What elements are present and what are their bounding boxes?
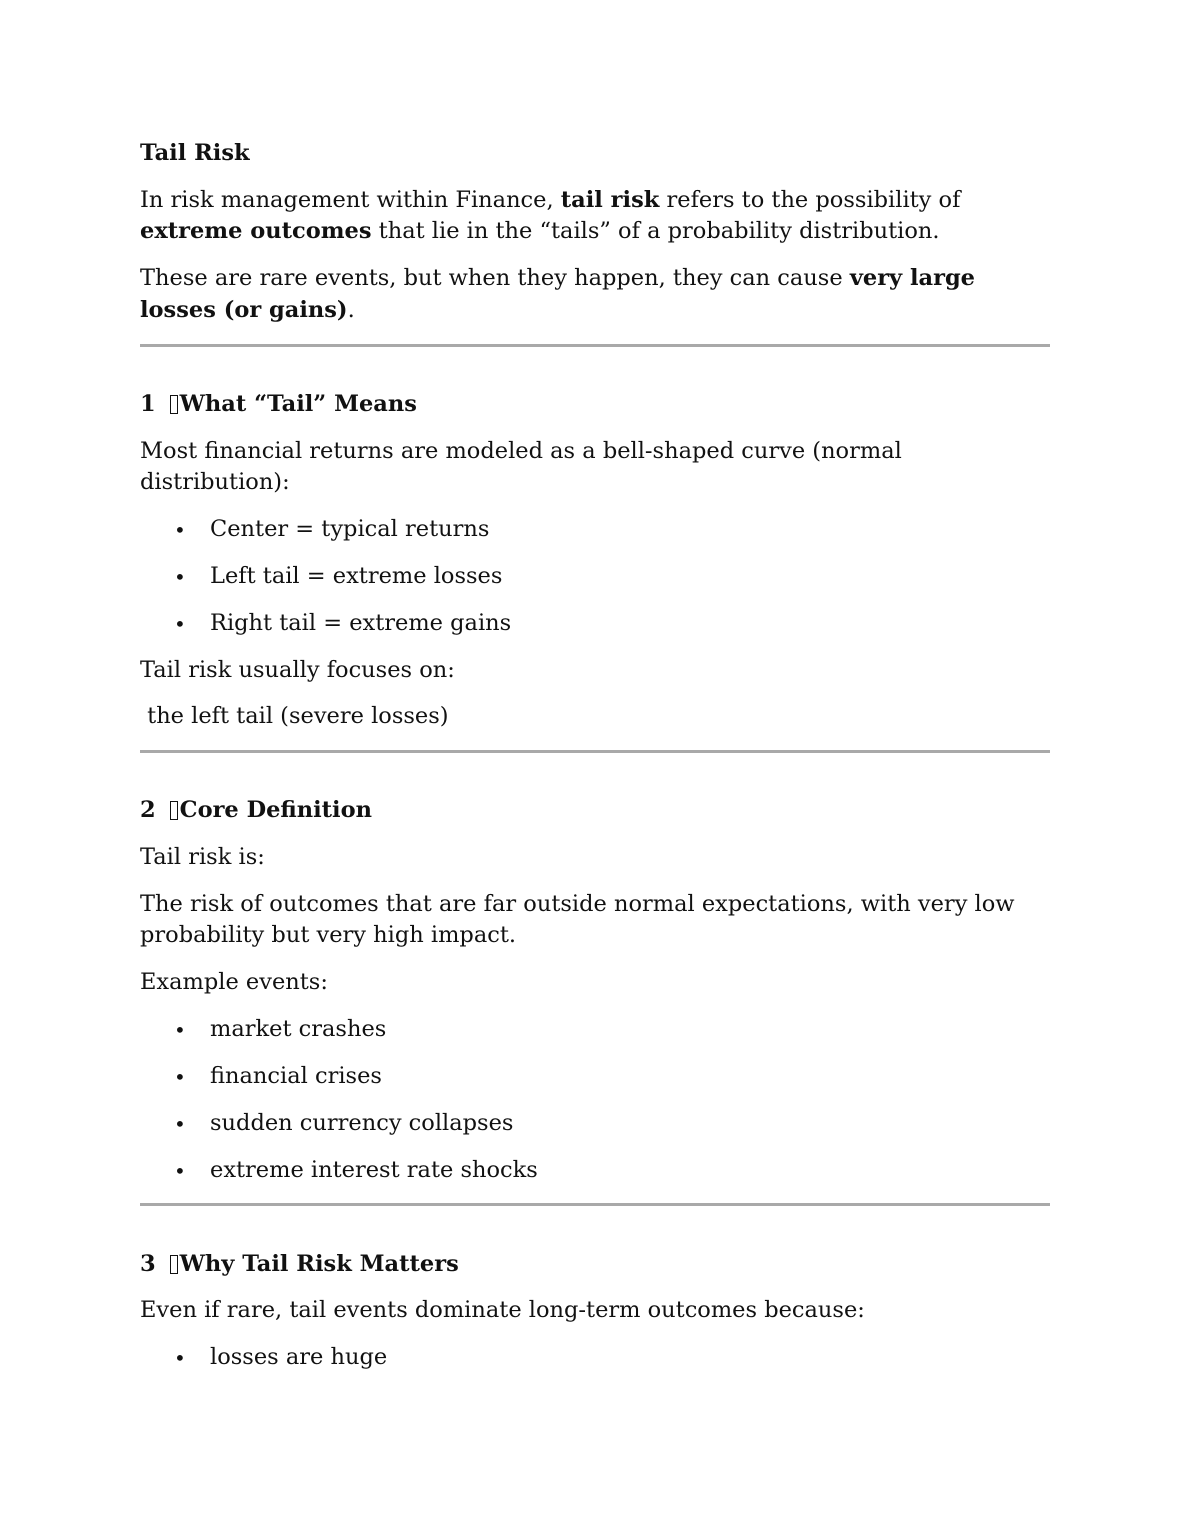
paragraph-line: Tail risk usually focuses on: — [140, 657, 455, 683]
list-item: Center = typical returns — [210, 516, 490, 542]
paragraph-line: distribution): — [140, 469, 290, 495]
paragraph-line: Example events: — [140, 969, 328, 995]
bullet-icon: • — [174, 612, 186, 636]
list-item: extreme interest rate shocks — [210, 1157, 538, 1183]
bold-term: losses (or gains) — [140, 297, 348, 323]
intro-paragraph-line — [140, 216, 940, 247]
section-heading — [140, 1249, 459, 1280]
intro-paragraph-line — [140, 185, 960, 216]
intro-paragraph-line — [140, 263, 975, 294]
text-run: that lie in the “tails” of a probability distribution. — [371, 218, 940, 244]
bullet-icon: • — [174, 1346, 186, 1370]
list-item: financial crises — [210, 1063, 382, 1089]
section-number: 3 — [140, 1251, 156, 1277]
horizontal-rule — [140, 750, 1050, 753]
bold-term: very large — [849, 265, 975, 291]
section-heading — [140, 795, 372, 826]
paragraph-line: Tail risk is: — [140, 844, 265, 870]
section-title: Core Definition — [179, 797, 372, 823]
section-number: 2 — [140, 797, 156, 823]
bullet-icon: • — [174, 565, 186, 589]
missing-glyph-icon — [170, 395, 178, 414]
text-run: refers to the possibility of — [659, 187, 961, 213]
paragraph-line: The risk of outcomes that are far outside normal expectations, with very low — [140, 891, 1015, 917]
text-run: . — [347, 297, 355, 323]
bullet-icon: • — [174, 1065, 186, 1089]
paragraph-line: Even if rare, tail events dominate long-term outcomes because: — [140, 1297, 865, 1323]
section-heading — [140, 389, 417, 420]
bullet-icon: • — [174, 1112, 186, 1136]
text-run: These are rare events, but when they happen, they can cause — [140, 265, 850, 291]
paragraph-line: probability but very high impact. — [140, 922, 517, 948]
section-title: Why Tail Risk Matters — [179, 1251, 459, 1277]
list-item: losses are huge — [210, 1344, 388, 1370]
list-item: Right tail = extreme gains — [210, 610, 512, 636]
paragraph-line: the left tail (severe losses) — [140, 703, 449, 729]
section-title: What “Tail” Means — [179, 391, 417, 417]
bold-term: extreme outcomes — [140, 218, 372, 244]
missing-glyph-icon — [170, 1255, 178, 1274]
list-item: Left tail = extreme losses — [210, 563, 503, 589]
bullet-icon: • — [174, 1159, 186, 1183]
section-number: 1 — [140, 391, 156, 417]
horizontal-rule — [140, 344, 1050, 347]
horizontal-rule — [140, 1203, 1050, 1206]
text-run: In risk management within Finance, — [140, 187, 561, 213]
intro-paragraph-line — [140, 295, 355, 326]
bullet-icon: • — [174, 518, 186, 542]
paragraph-line: Most financial returns are modeled as a bell-shaped curve (normal — [140, 438, 902, 464]
missing-glyph-icon — [170, 801, 178, 820]
list-item: market crashes — [210, 1016, 387, 1042]
list-item: sudden currency collapses — [210, 1110, 514, 1136]
document-title: Tail Risk — [140, 140, 250, 166]
bullet-icon: • — [174, 1018, 186, 1042]
bold-term: tail risk — [560, 187, 660, 213]
